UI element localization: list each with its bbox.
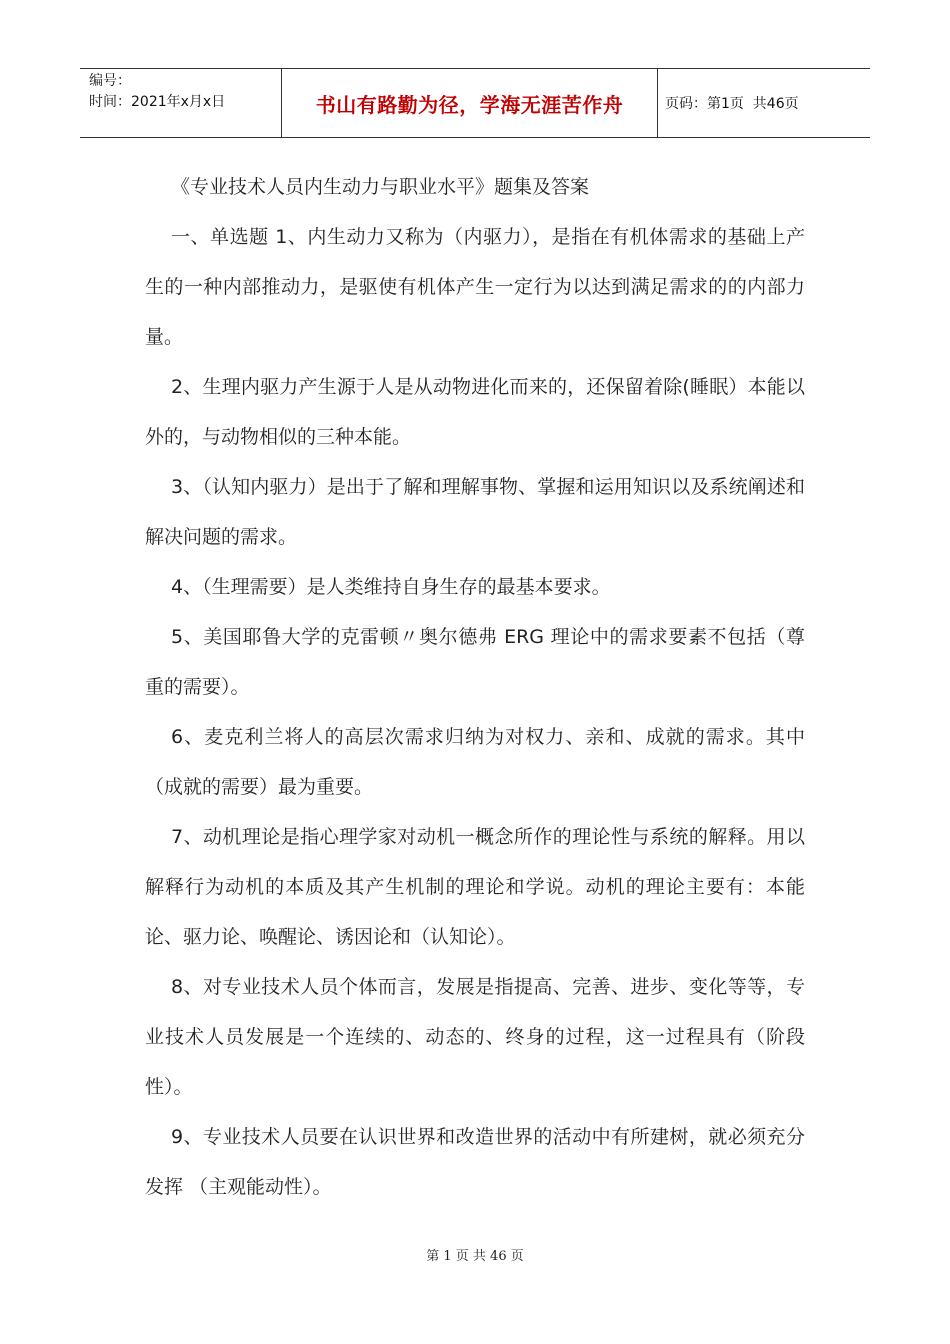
header-motto: 书山有路勤为径，学海无涯苦作舟	[282, 69, 658, 137]
question-paragraph: 3、（认知内驱力）是出于了解和理解事物、掌握和运用知识以及系统阐述和解决问题的需求。	[145, 476, 805, 548]
page-footer: 第 1 页 共 46 页	[426, 1249, 524, 1264]
page-info-label: 页码：第1页 共46页	[665, 96, 799, 112]
question-paragraph: 8、对专业技术人员个体而言，发展是指提高、完善、进步、变化等等，专业技术人员发展是一个连续的、动态的、终身的过程，这一过程具有（阶段性）。	[145, 976, 805, 1098]
question-paragraph: 5、美国耶鲁大学的克雷顿〃奥尔德弗 ERG 理论中的需求要素不包括（尊重的需要）。	[145, 626, 805, 698]
date-label: 时间：2021年x月x日	[89, 94, 226, 110]
serial-number-label: 编号：	[89, 73, 131, 89]
question-paragraph: 6、麦克利兰将人的高层次需求归纳为对权力、亲和、成就的需求。其中 （成就的需要）最为重要。	[145, 726, 805, 798]
header-meta	[80, 69, 282, 137]
question-paragraph: 2、生理内驱力产生源于人是从动物进化而来的，还保留着除(睡眠）本能以外的，与动物相似的三种本能。	[145, 376, 805, 448]
question-paragraph: 4、（生理需要）是人类维持自身生存的最基本要求。	[171, 576, 611, 598]
header-page-info	[658, 69, 870, 137]
document-title: 《专业技术人员内生动力与职业水平》题集及答案	[171, 176, 590, 198]
page-header	[80, 68, 870, 138]
question-paragraph: 一、单选题 1、内生动力又称为（内驱力），是指在有机体需求的基础上产生的一种内部推动力，是驱使有机体产生一定行为以达到满足需求的的内部力量。	[145, 226, 805, 348]
question-paragraph: 7、动机理论是指心理学家对动机一概念所作的理论性与系统的解释。用以解释行为动机的本质及其产生机制的理论和学说。动机的理论主要有：本能论、驱力论、唤醒论、诱因论和（认知论）。	[145, 826, 805, 948]
question-paragraph: 9、专业技术人员要在认识世界和改造世界的活动中有所建树，就必须充分发挥 （主观能动性）。	[145, 1126, 805, 1198]
document-body	[145, 162, 805, 1212]
